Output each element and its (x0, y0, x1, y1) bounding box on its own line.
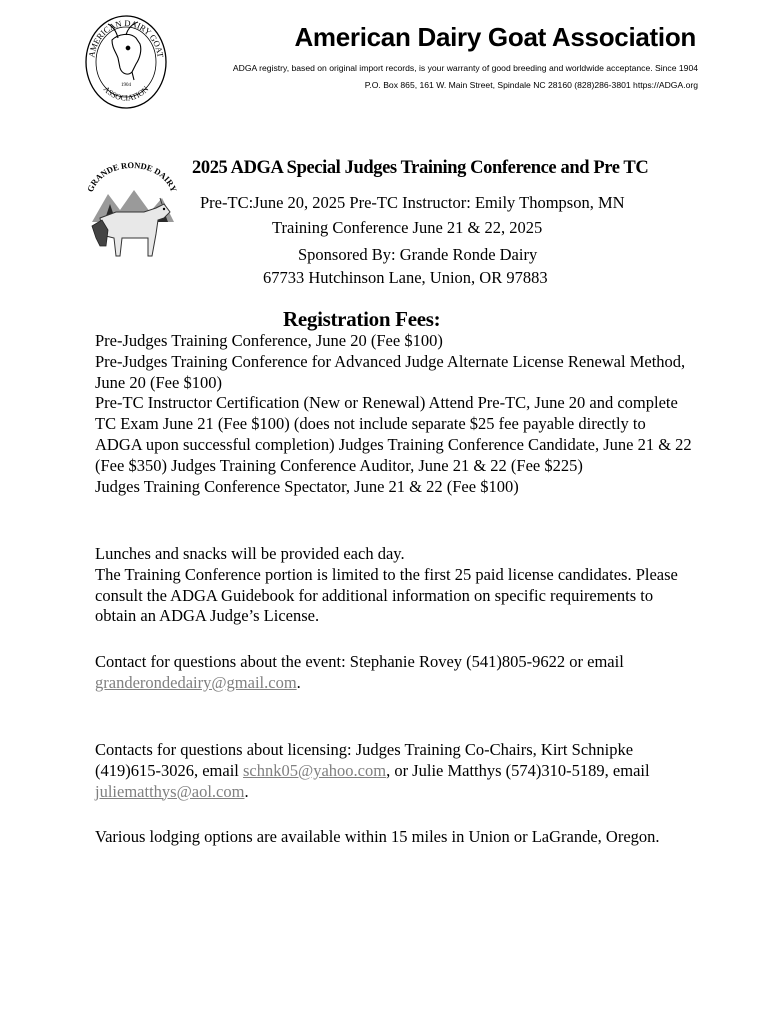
sponsor: Sponsored By: Grande Ronde Dairy (298, 245, 538, 264)
logo-bottom-text: ASSOCIATION (101, 84, 151, 103)
fees-heading: Registration Fees: (283, 307, 441, 331)
conference-dates: Training Conference June 21 & 22, 2025 (272, 218, 543, 237)
fees-list (95, 331, 695, 497)
matthys-email-link[interactable]: juliematthys@aol.com (95, 781, 245, 801)
contact-text: Contact for questions about the event: Stephanie Rovey (541)805-9622 or email (95, 652, 624, 671)
contact-end: . (296, 672, 301, 692)
lunch-note: Lunches and snacks will be provided each day. (95, 544, 405, 563)
event-title: 2025 ADGA Special Judges Training Conference and Pre TC (192, 158, 649, 178)
contact-email-link[interactable]: granderondedairy@gmail.com (95, 672, 297, 692)
fee-item: Judges Training Conference Spectator, June 21 & 22 (Fee $100) (95, 476, 519, 496)
fee-item: Pre-Judges Training Conference for Advanced Judge Alternate License Renewal Method, June 20 (Fee $100) (95, 351, 686, 392)
org-address: P.O. Box 865, 161 W. Main Street, Spindale NC 28160 (828)286-3801 https://ADGA.org (364, 80, 698, 90)
grande-ronde-dairy-logo (86, 160, 178, 262)
pretc-info: Pre-TC:June 20, 2025 Pre-TC Instructor: Emily Thompson, MN (200, 193, 625, 212)
fee-item: Pre-Judges Training Conference, June 20 (Fee $100) (95, 331, 443, 350)
event-contact (95, 652, 695, 694)
adga-logo (82, 10, 168, 110)
schnipke-email-link[interactable]: schnk05@yahoo.com (243, 760, 387, 780)
logo-ring-text: AMERICAN DAIRY GOAT (86, 17, 166, 59)
licensing-contact (95, 740, 695, 802)
limit-note: The Training Conference portion is limited to the first 25 paid license candidates. Please consult the ADGA Guidebook for additional information on specific requirements to obtain an ADGA Judge’s License. (95, 564, 678, 626)
event-address: 67733 Hutchinson Lane, Union, OR 97883 (263, 268, 548, 287)
org-tagline: ADGA registry, based on original import records, is your warranty of good breeding and worldwide acceptance. Since 1904 (232, 63, 698, 73)
info-block (95, 544, 695, 627)
dairy-logo-text: GRANDE RONDE DAIRY (86, 160, 178, 194)
licensing-end: . (244, 781, 249, 801)
lodging-note: Various lodging options are available within 15 miles in Union or LaGrande, Oregon. (95, 827, 660, 846)
org-title: American Dairy Goat Association (294, 22, 696, 52)
licensing-mid: , or Julie Matthys (574)310-5189, email (386, 760, 650, 780)
logo-year: 1904 (121, 83, 131, 88)
licensing-text: Contacts for questions about licensing: Judges Training Co-Chairs, Kirt Schnipke (419)615-3026, email (95, 740, 634, 780)
fee-item: Pre-TC Instructor Certification (New or Renewal) Attend Pre-TC, June 20 and complete TC Exam June 21 (Fee $100) (does not include separate $25 fee payable directly to ADGA upon successful completion) Judges Training Conference Candidate, June 21 & 22 (Fee $350) Judges Training Conference Auditor, June 21 & 22 (Fee $225) (95, 393, 692, 475)
